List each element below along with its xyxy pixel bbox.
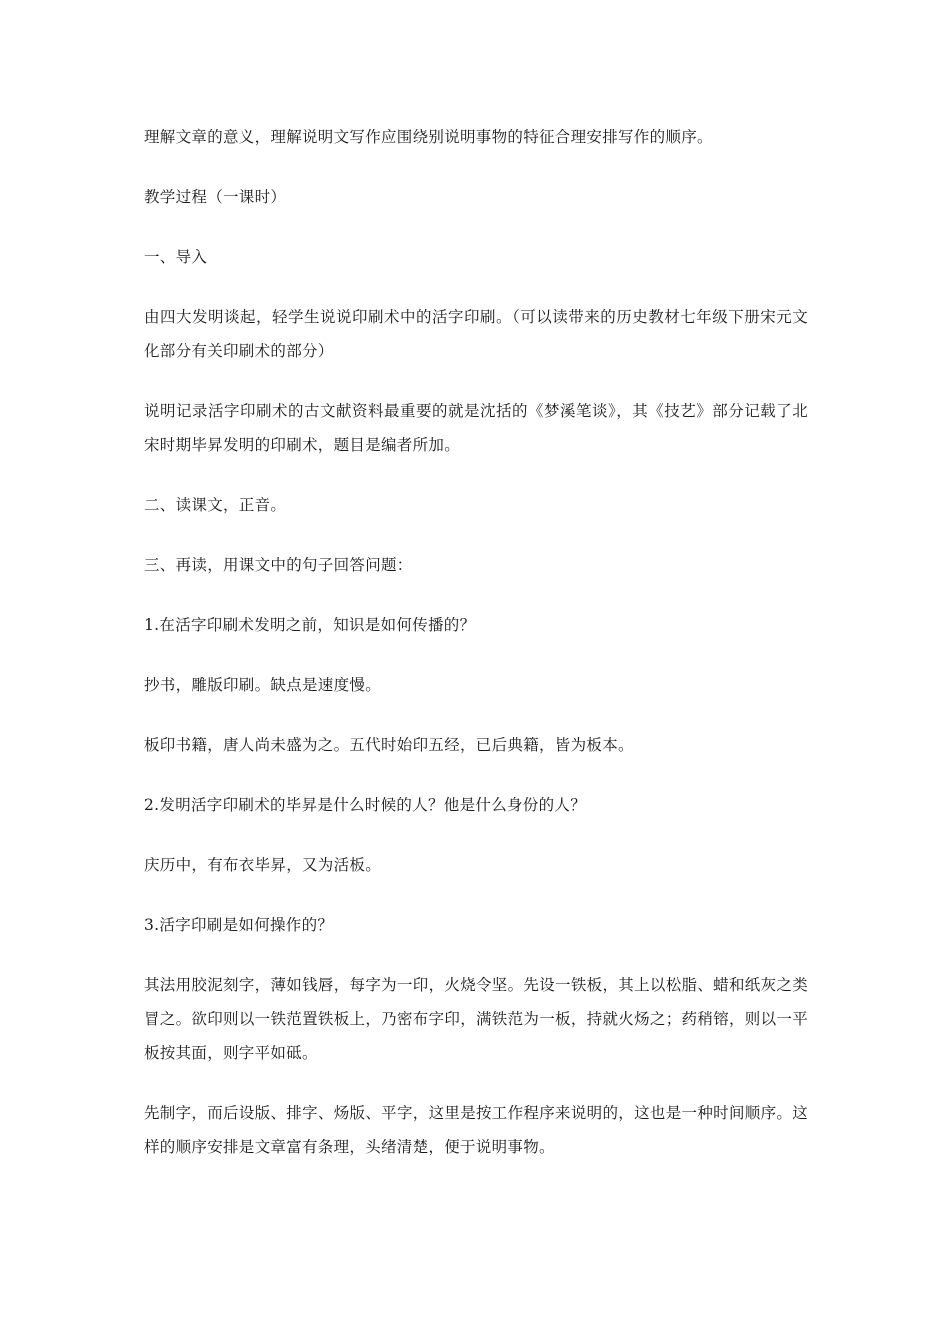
paragraph-answer-3a: 其法用胶泥刻字，薄如钱唇，每字为一印，火烧令坚。先设一铁板，其上以松脂、蜡和纸灰之类冒之。欲印则以一铁范置铁板上，乃密布字印，满铁范为一板，持就火炀之；药稍镕，则以一平板按其面，则字平如砥。: [144, 976, 808, 1062]
paragraph-question-1: 1.在活字印刷术发明之前，知识是如何传播的？: [144, 616, 476, 634]
paragraph-objective: 理解文章的意义，理解说明文写作应围绕别说明事物的特征合理安排写作的顺序。: [144, 128, 713, 146]
paragraph-section-three-heading: 三、再读，用课文中的句子回答问题：: [144, 556, 413, 574]
paragraph-teaching-process-heading: 教学过程（一课时）: [144, 188, 287, 206]
paragraph-answer-1b: 板印书籍，唐人尚未盛为之。五代时始印五经，已后典籍，皆为板本。: [144, 736, 634, 754]
paragraph-section-one-heading: 一、导入: [144, 248, 208, 266]
paragraph-introduction: 由四大发明谈起，轻学生说说印刷术中的活字印刷。（可以读带来的历史教材七年级下册宋元文化部分有关印刷术的部分）: [144, 308, 808, 360]
paragraph-answer-1a: 抄书，雕版印刷。缺点是速度慢。: [144, 676, 382, 694]
paragraph-section-two-heading: 二、读课文，正音。: [144, 496, 287, 514]
paragraph-answer-2: 庆历中，有布衣毕昇，又为活板。: [144, 856, 382, 874]
paragraph-background: 说明记录活字印刷术的古文献资料最重要的就是沈括的《梦溪笔谈》，其《技艺》部分记载了北宋时期毕昇发明的印刷术，题目是编者所加。: [144, 402, 808, 454]
paragraph-answer-3b: 先制字，而后设版、排字、炀版、平字，这里是按工作程序来说明的，这也是一种时间顺序。这样的顺序安排是文章富有条理，头绪清楚，便于说明事物。: [144, 1104, 808, 1156]
paragraph-question-3: 3.活字印刷是如何操作的？: [144, 916, 334, 934]
document-body: [144, 120, 808, 1190]
paragraph-question-2: 2.发明活字印刷术的毕昇是什么时候的人？他是什么身份的人？: [144, 796, 586, 814]
